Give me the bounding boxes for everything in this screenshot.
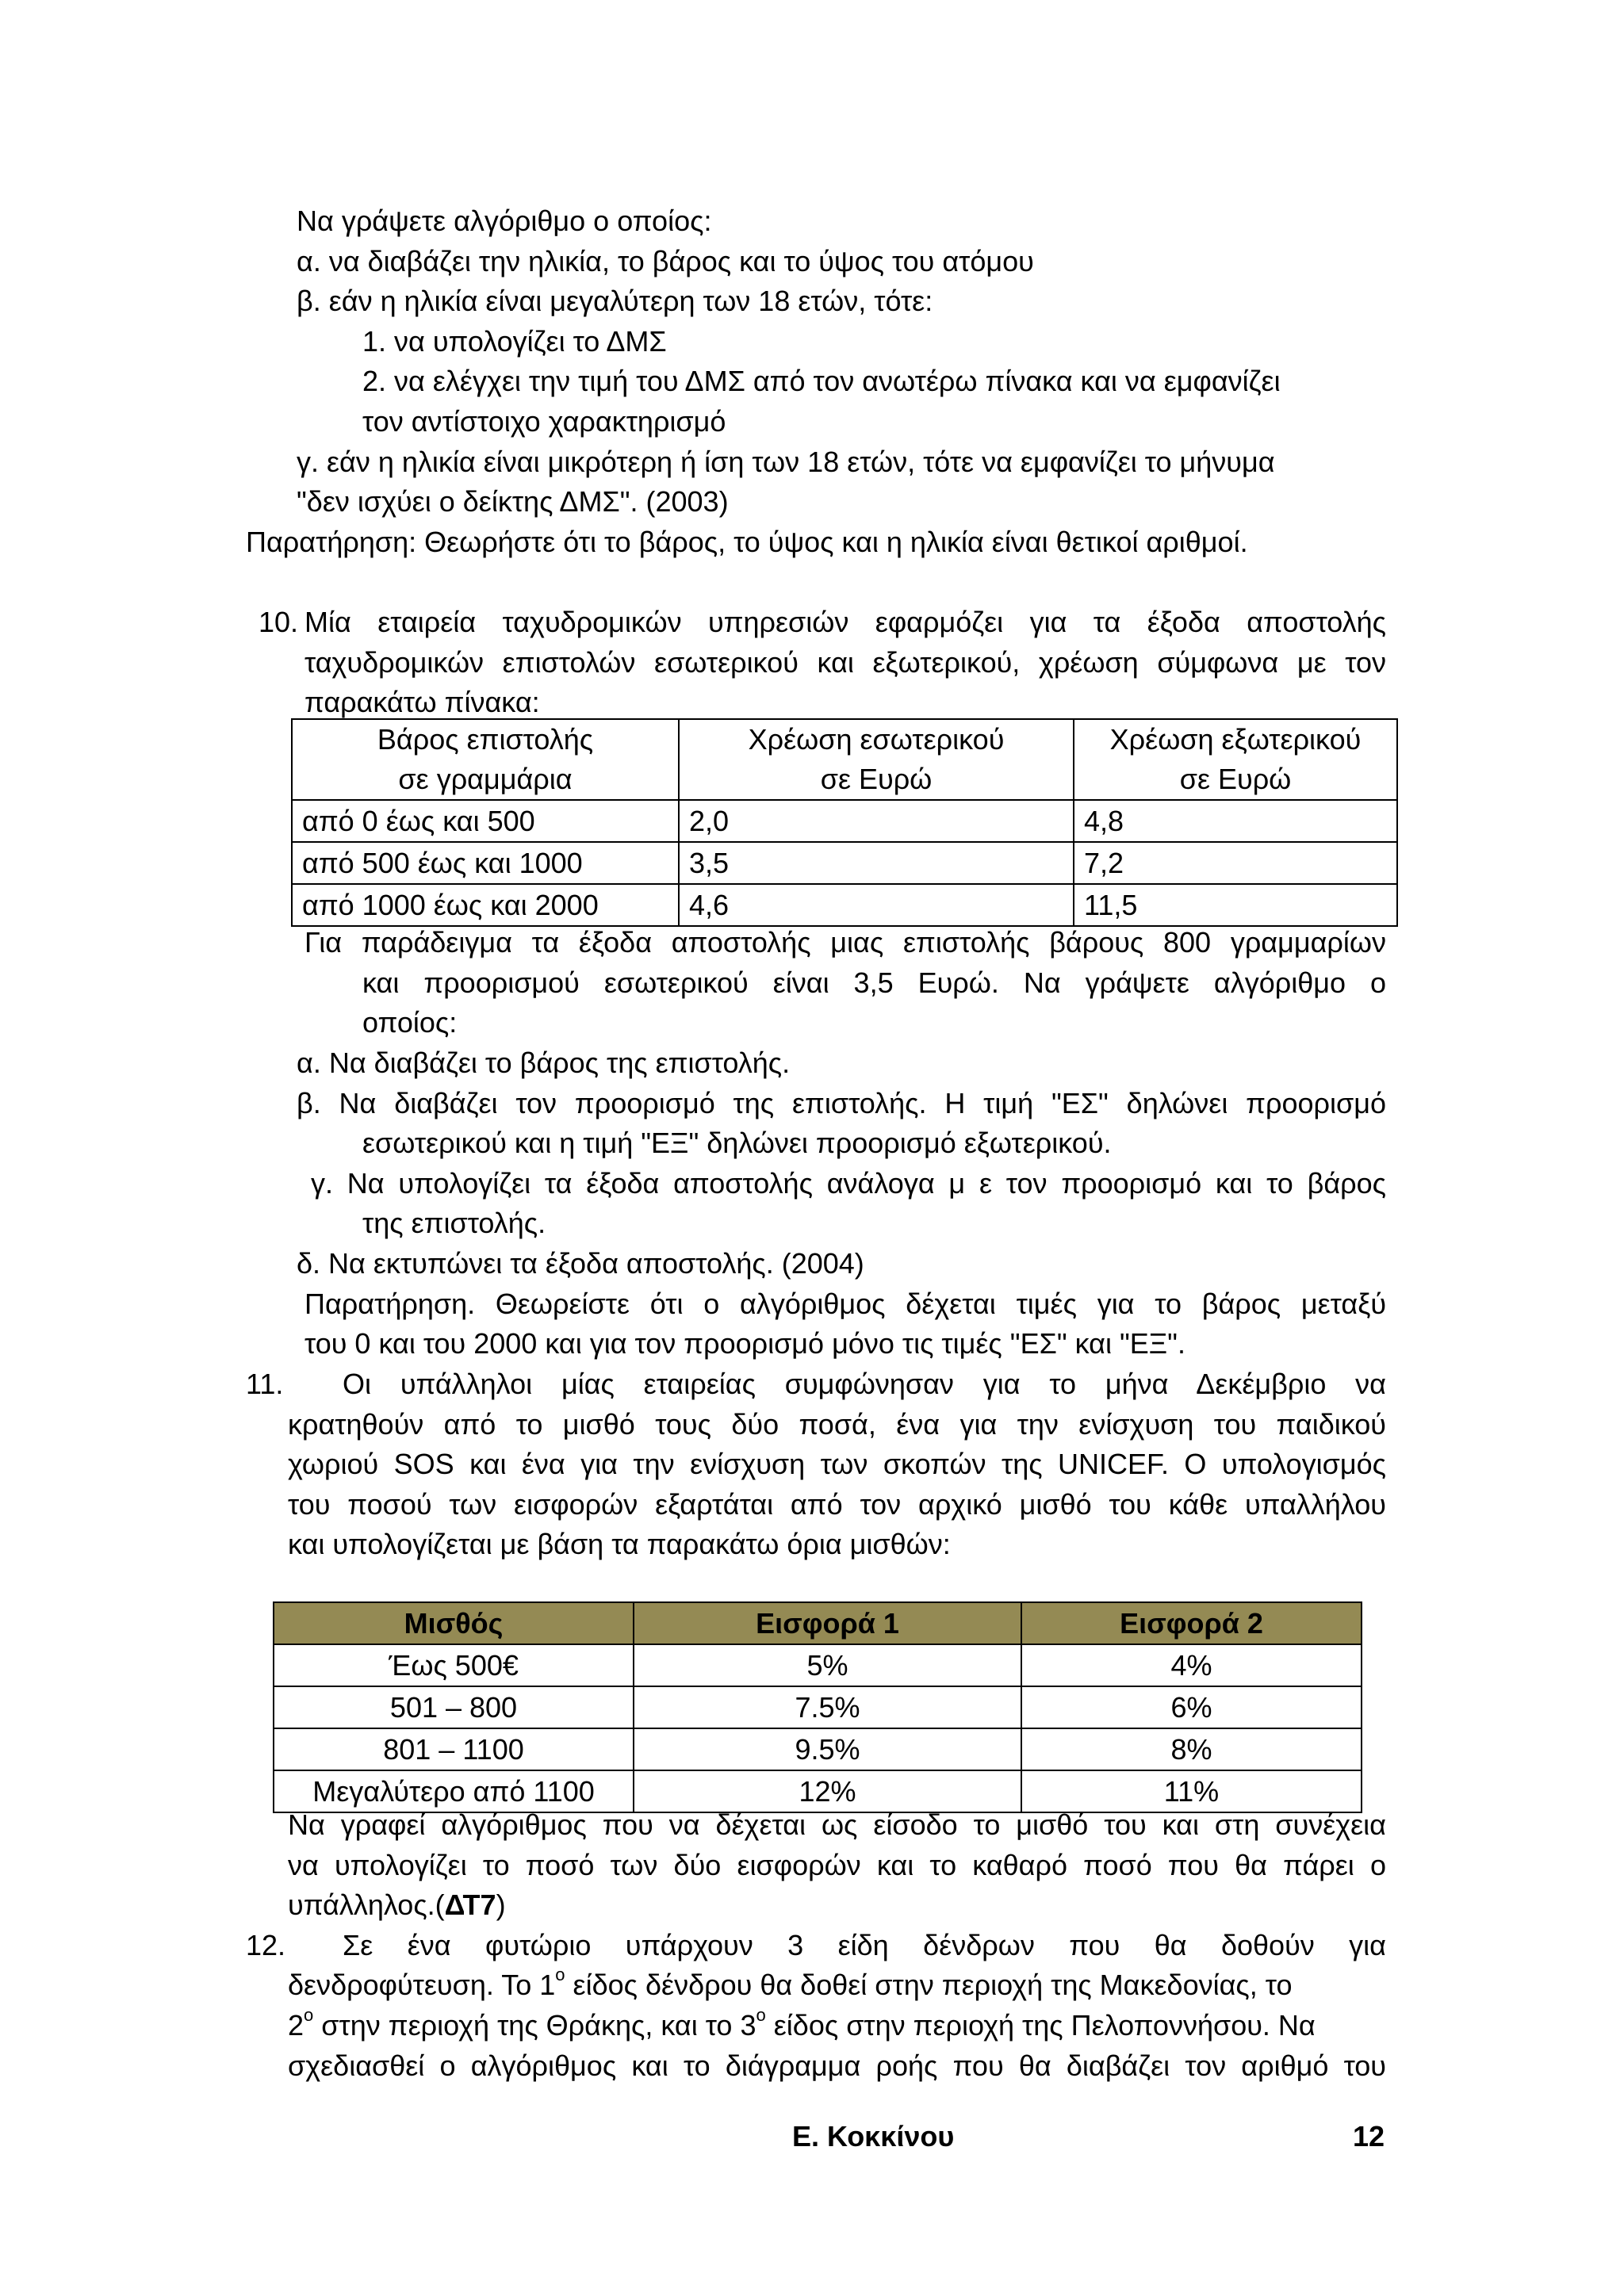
paragraph-text: υπάλληλος.( <box>288 1888 445 1921</box>
intro-line-2: α. να διαβάζει την ηλικία, το βάρος και το ύψος του ατόμου <box>297 245 1034 277</box>
header-cell: Εισφορά 1 <box>634 1602 1021 1644</box>
table-row <box>292 842 1397 884</box>
table-cell: 501 – 800 <box>274 1686 634 1728</box>
table-cell: 11,5 <box>1074 884 1397 926</box>
exercise-12-line-4: σχεδιασθεί ο αλγόριθμος και το διάγραμμα ροής που θα διαβάζει τον αριθμό του <box>288 2049 1386 2082</box>
intro-line-6: τον αντίστοιχο χαρακτηρισμό <box>362 405 726 438</box>
table-cell: 4,8 <box>1074 800 1397 842</box>
header-line: Βάρος επιστολής <box>377 723 594 756</box>
table-row <box>292 884 1397 926</box>
table-cell: από 1000 έως και 2000 <box>292 884 679 926</box>
table-cell: 6% <box>1021 1686 1362 1728</box>
intro-line-5: 2. να ελέγχει την τιμή του ΔΜΣ από τον ανωτέρω πίνακα και να εμφανίζει <box>362 365 1281 397</box>
exercise-11-line-4: του ποσού των εισφορών εξαρτάται από τον αρχικό μισθό του κάθε υπαλλήλου <box>288 1488 1386 1521</box>
header-line: σε Ευρώ <box>820 763 933 795</box>
table-cell: 4,6 <box>679 884 1074 926</box>
exercise-10-paragraph-1: Για παράδειγμα τα έξοδα αποστολής μιας επιστολής βάρους 800 γραμμαρίων <box>304 926 1386 959</box>
table-cell: 3,5 <box>679 842 1074 884</box>
exercise-12-line-1: Σε ένα φυτώριο υπάρχουν 3 είδη δένδρων που θα δοθούν για <box>343 1929 1386 1961</box>
intro-note: Παρατήρηση: Θεωρήστε ότι το βάρος, το ύψος και η ηλικία είναι θετικοί αριθμοί. <box>246 526 1248 558</box>
header-line: Χρέωση εξωτερικού <box>1109 723 1362 756</box>
header-cell: Εισφορά 2 <box>1021 1602 1362 1644</box>
intro-line-1: Να γράψετε αλγόριθμο ο οποίος: <box>297 205 712 237</box>
exercise-10-item-c-line-2: της επιστολής. <box>362 1207 546 1239</box>
exercise-10-item-a: α. Να διαβάζει το βάρος της επιστολής. <box>297 1047 791 1079</box>
ordinal-superscript: ο <box>555 1965 565 1984</box>
intro-line-4: 1. να υπολογίζει το ΔΜΣ <box>362 325 667 358</box>
table-row <box>274 1686 1362 1728</box>
exercise-11-line-1: Οι υπάλληλοι μίας εταιρείας συμφώνησαν για το μήνα Δεκέμβριο να <box>343 1368 1386 1400</box>
table-row <box>292 800 1397 842</box>
table-header-row <box>292 719 1397 800</box>
exercise-10-item-c-line-1: γ. Να υπολογίζει τα έξοδα αποστολής ανάλογα μ ε τον προορισμό και το βάρος <box>311 1167 1386 1200</box>
header-cell <box>1074 719 1397 800</box>
ordinal-superscript: ο <box>304 2005 314 2025</box>
exercise-11-line-2: κρατηθούν από το μισθό τους δύο ποσά, ένα για την ενίσχυση του παιδικού <box>288 1408 1386 1441</box>
table-row <box>274 1728 1362 1770</box>
table-cell: 12% <box>634 1770 1021 1812</box>
exercise-10-note-line-2: του 0 και του 2000 και για τον προορισμό μόνο τις τιμές "ΕΣ" και "ΕΞ". <box>304 1327 1185 1360</box>
exercise-10-paragraph-3: οποίος: <box>362 1006 458 1039</box>
exercise-10-note-line-1: Παρατήρηση. Θεωρείστε ότι ο αλγόριθμος δέχεται τιμές για το βάρος μεταξύ <box>304 1288 1386 1320</box>
table-cell: από 0 έως και 500 <box>292 800 679 842</box>
exercise-11-line-5: και υπολογίζεται με βάση τα παρακάτω όρια μισθών: <box>288 1528 951 1560</box>
table-cell: Έως 500€ <box>274 1644 634 1686</box>
header-line: Χρέωση εσωτερικού <box>748 723 1005 756</box>
exercise-11-paragraph-2: να υπολογίζει το ποσό των δύο εισφορών και το καθαρό ποσό που θα πάρει ο <box>288 1849 1386 1881</box>
table-cell: 4% <box>1021 1644 1362 1686</box>
exercise-10-paragraph-2: και προορισμού εσωτερικού είναι 3,5 Ευρώ. Να γράψετε αλγόριθμο ο <box>362 966 1386 999</box>
page-number: 12 <box>1353 2120 1385 2152</box>
ordinal-superscript: ο <box>756 2005 766 2025</box>
exercise-12-number: 12. <box>246 1929 286 1961</box>
table-cell: από 500 έως και 1000 <box>292 842 679 884</box>
paragraph-text: ) <box>496 1888 506 1921</box>
exercise-12-line-2 <box>288 1965 1293 2005</box>
contributions-table <box>273 1601 1362 1813</box>
intro-line-3: β. εάν η ηλικία είναι μεγαλύτερη των 18 ετών, τότε: <box>297 285 933 317</box>
exercise-10-item-b-line-2: εσωτερικού και η τιμή "ΕΞ" δηλώνει προορισμό εξωτερικού. <box>362 1127 1112 1159</box>
exercise-10-number: 10. <box>259 606 299 638</box>
footer-author: Ε. Κοκκίνου <box>792 2120 955 2152</box>
line-text: 2 <box>288 2009 304 2042</box>
reference-code: ΔΤ7 <box>444 1888 496 1921</box>
header-cell: Μισθός <box>274 1602 634 1644</box>
exercise-10-line-2: ταχυδρομικών επιστολών εσωτερικού και εξωτερικού, χρέωση σύμφωνα με τον <box>304 646 1386 679</box>
exercise-11-paragraph-1: Να γραφεί αλγόριθμος που να δέχεται ως είσοδο το μισθό του και στη συνέχεια <box>288 1808 1386 1841</box>
exercise-11-paragraph-3 <box>288 1885 506 1925</box>
line-text: στην περιοχή της Θράκης, και το 3 <box>313 2009 756 2042</box>
table-cell: 5% <box>634 1644 1021 1686</box>
header-line: σε Ευρώ <box>1179 763 1292 795</box>
exercise-12-line-3 <box>288 2005 1316 2045</box>
exercise-10-item-d: δ. Να εκτυπώνει τα έξοδα αποστολής. (2004) <box>297 1247 864 1280</box>
intro-line-8: "δεν ισχύει ο δείκτης ΔΜΣ". (2003) <box>297 485 729 518</box>
table-cell: 7,2 <box>1074 842 1397 884</box>
header-cell <box>679 719 1074 800</box>
exercise-11-number: 11. <box>246 1368 284 1400</box>
line-text: είδος δένδρου θα δοθεί στην περιοχή της Μακεδονίας, το <box>565 1969 1293 2001</box>
table-cell: 9.5% <box>634 1728 1021 1770</box>
exercise-10-item-b-line-1: β. Να διαβάζει τον προορισμό της επιστολής. Η τιμή "ΕΣ" δηλώνει προορισμό <box>297 1087 1386 1119</box>
postage-rates-table <box>291 718 1398 927</box>
exercise-10-line-1: Μία εταιρεία ταχυδρομικών υπηρεσιών εφαρμόζει για τα έξοδα αποστολής <box>304 606 1386 638</box>
header-line: σε γραμμάρια <box>398 763 573 795</box>
table-cell: 801 – 1100 <box>274 1728 634 1770</box>
table-cell: 8% <box>1021 1728 1362 1770</box>
table-cell: 2,0 <box>679 800 1074 842</box>
line-text: είδος στην περιοχή της Πελοποννήσου. Να <box>765 2009 1316 2042</box>
table-cell: 11% <box>1021 1770 1362 1812</box>
exercise-11-line-3: χωριού SOS και ένα για την ενίσχυση των σκοπών της UNICEF. Ο υπολογισμός <box>288 1448 1386 1480</box>
header-cell <box>292 719 679 800</box>
line-text: δενδροφύτευση. Το 1 <box>288 1969 556 2001</box>
table-cell: Μεγαλύτερο από 1100 <box>274 1770 634 1812</box>
intro-line-7: γ. εάν η ηλικία είναι μικρότερη ή ίση των 18 ετών, τότε να εμφανίζει το μήνυμα <box>297 446 1275 478</box>
table-row <box>274 1644 1362 1686</box>
exercise-10-line-3: παρακάτω πίνακα: <box>304 686 540 718</box>
table-header-row <box>274 1602 1362 1644</box>
table-cell: 7.5% <box>634 1686 1021 1728</box>
